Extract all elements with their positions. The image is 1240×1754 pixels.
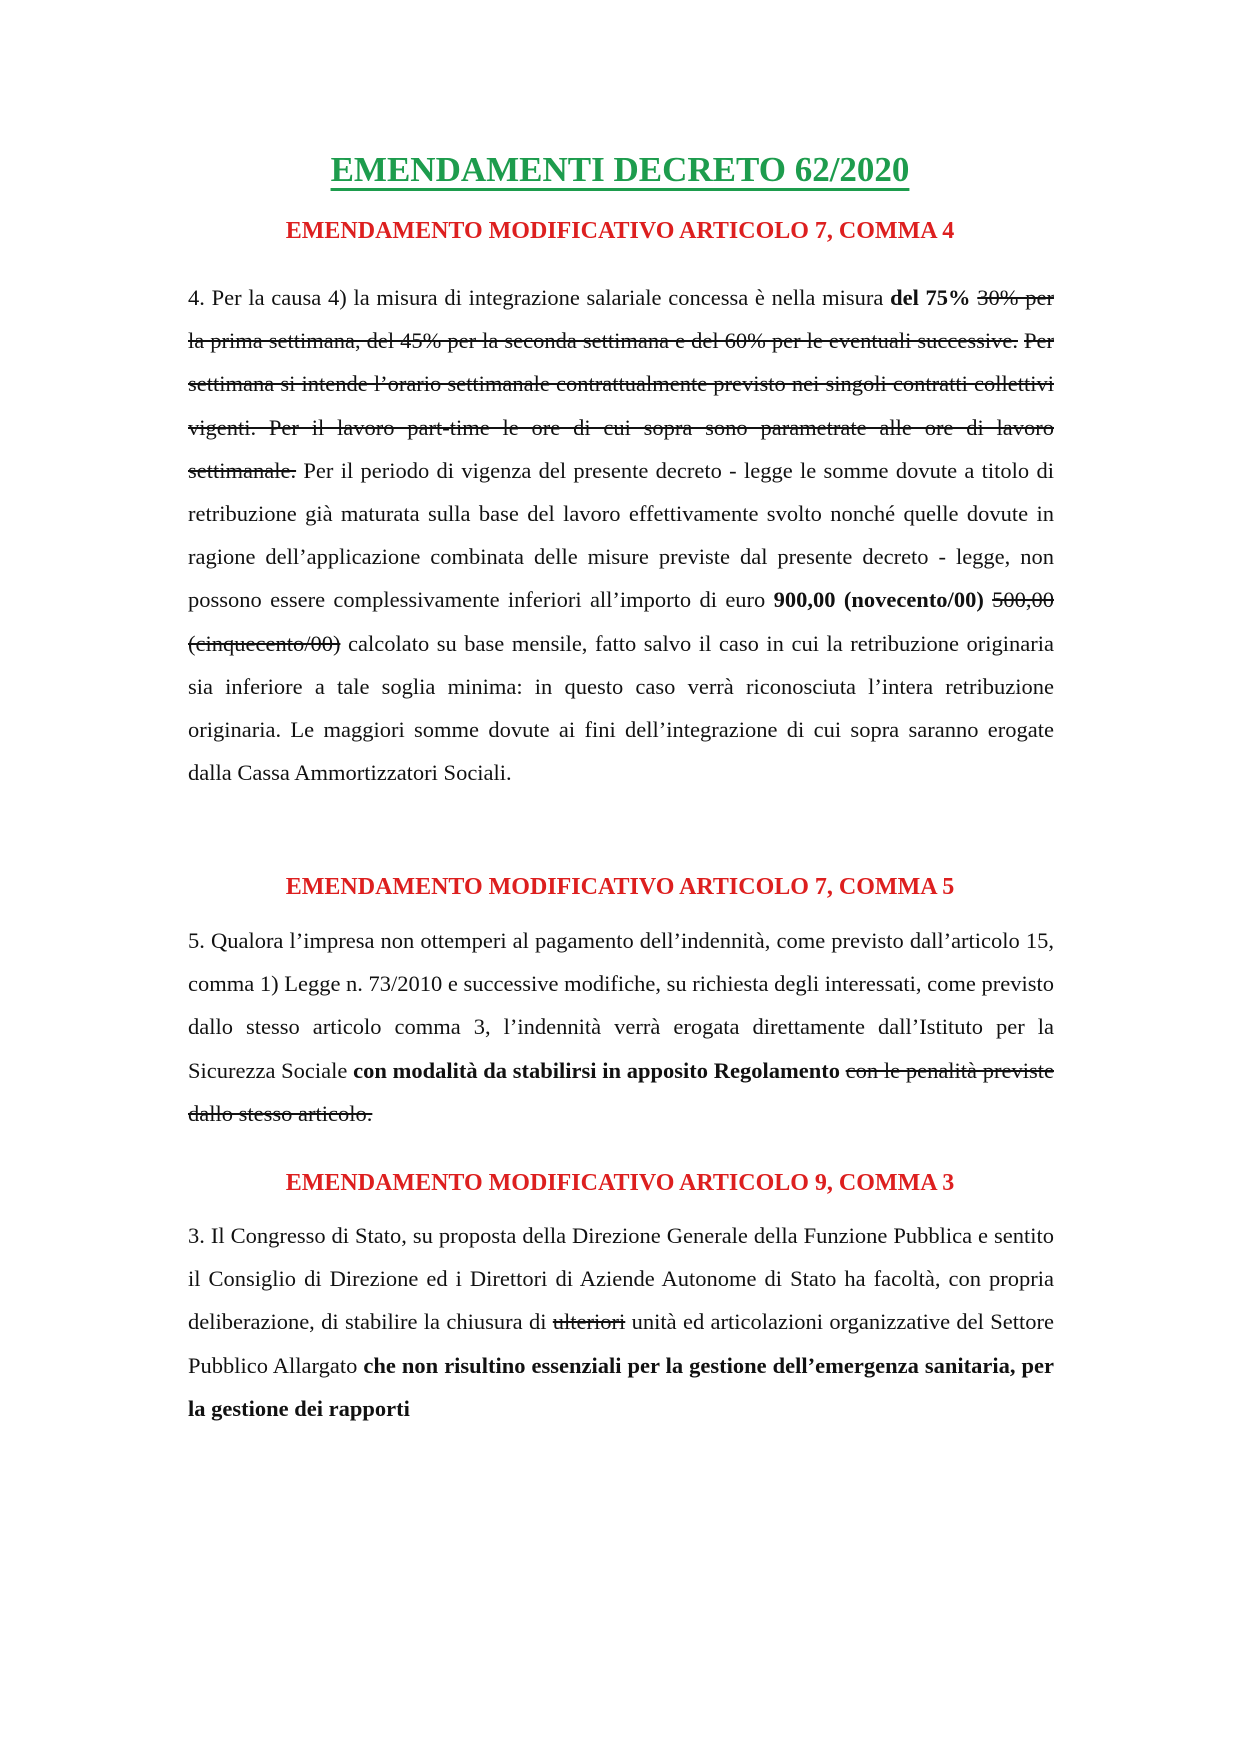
section-body-art7-c4 bbox=[188, 276, 1054, 794]
deleted-text: 30% per la prima settimana, del 45% per la seconda settimana e del 60% per le eventuali successive. bbox=[188, 285, 1054, 354]
section-body-art9-c3 bbox=[188, 1214, 1054, 1430]
body-text: unità ed articolazioni organizzative del Settore Pubblico Allargato bbox=[188, 1309, 1054, 1378]
section-heading-art7-c4: EMENDAMENTO MODIFICATIVO ARTICOLO 7, COMMA 4 bbox=[285, 218, 955, 244]
deleted-text: con le penalità previste dallo stesso articolo. bbox=[188, 1057, 1054, 1126]
body-text: Per il periodo di vigenza del presente decreto - legge le somme dovute a titolo di retribuzione già maturata sulla base del lavoro effettivamente svolto nonché quelle dovute in ragione dell’applicazione combinata delle misure previste dal presente decreto - legge, non possono essere complessivamente inferiori all’importo di euro bbox=[188, 457, 1054, 613]
deleted-text: ulteriori bbox=[552, 1309, 626, 1335]
document-title: EMENDAMENTI DECRETO 62/2020 bbox=[330, 150, 910, 189]
inserted-text: del 75% bbox=[890, 285, 971, 310]
body-text: 4. Per la causa 4) la misura di integrazione salariale concessa è nella misura bbox=[188, 285, 891, 310]
section-body-art7-c5 bbox=[188, 919, 1054, 1135]
body-text: 3. Il Congresso di Stato, su proposta della Direzione Generale della Funzione Pubblica e sentito il Consiglio di Direzione ed i Direttori di Aziende Autonome di Stato ha facoltà, con propria deliberazione, di stabilire la chiusura di bbox=[188, 1223, 1054, 1335]
section-heading-art7-c5: EMENDAMENTO MODIFICATIVO ARTICOLO 7, COMMA 5 bbox=[285, 874, 955, 900]
body-text bbox=[984, 587, 992, 612]
inserted-text: con modalità da stabilirsi in apposito Regolamento bbox=[353, 1057, 840, 1083]
section-heading-art9-c3: EMENDAMENTO MODIFICATIVO ARTICOLO 9, COMMA 3 bbox=[285, 1170, 955, 1196]
body-text: calcolato su base mensile, fatto salvo il caso in cui la retribuzione originaria sia inferiore a tale soglia minima: in questo caso verrà riconosciuta l’intera retribuzione originaria. Le maggiori somme dovute ai fini dell’integrazione di cui sopra saranno erogate dalla Cassa Ammortizzatori Sociali. bbox=[188, 630, 1054, 786]
inserted-text: 900,00 (novecento/00) bbox=[773, 587, 984, 613]
inserted-text: che non risultino essenziali per la gestione dell’emergenza sanitaria, per la gestione dei rapporti bbox=[188, 1352, 1054, 1421]
deleted-text: Per settimana si intende l’orario settimanale contrattualmente previsto nei singoli contratti collettivi vigenti. Per il lavoro part-time le ore di cui sopra sono parametrate alle ore di lavoro settimanale. bbox=[188, 328, 1055, 483]
deleted-text: 500,00 (cinquecento/00) bbox=[188, 587, 1055, 656]
body-text: 5. Qualora l’impresa non ottemperi al pagamento dell’indennità, come previsto dall’articolo 15, comma 1) Legge n. 73/2010 e successive modifiche, su richiesta degli interessati, come previsto dallo stesso articolo comma 3, l’indennità verrà erogata direttamente dall’Istituto per la Sicurezza Sociale bbox=[188, 928, 1054, 1083]
